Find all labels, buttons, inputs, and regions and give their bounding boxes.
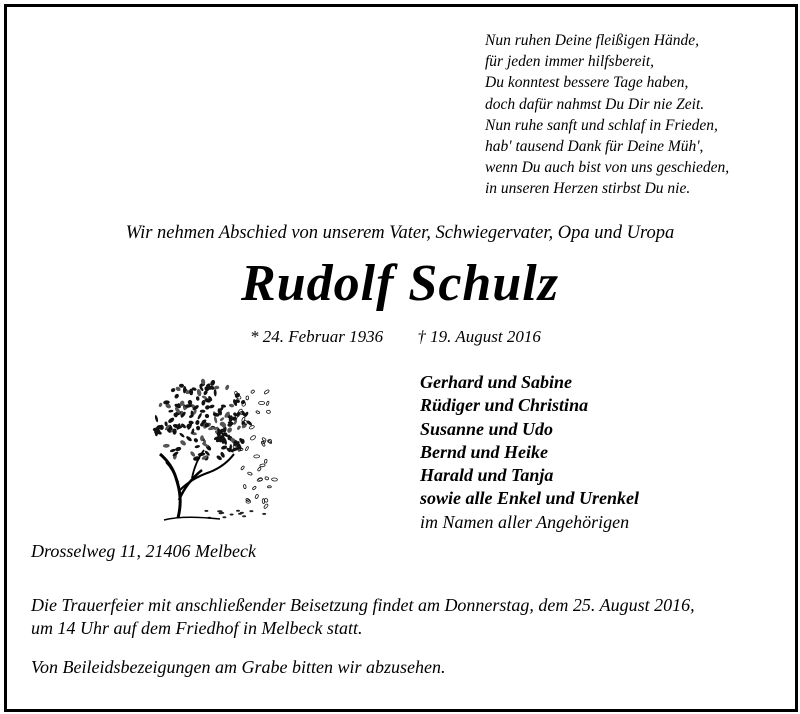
- poem-line: Nun ruhen Deine fleißigen Hände,: [485, 32, 699, 49]
- ceremony-notice: [31, 594, 695, 640]
- poem-line: hab' tausend Dank für Deine Müh',: [485, 138, 704, 156]
- poem-line: wenn Du auch bist von uns geschieden,: [485, 159, 730, 177]
- family-closing: im Namen aller Angehörigen: [420, 511, 630, 532]
- deceased-name: Rudolf Schulz: [241, 255, 559, 312]
- poem-line: in unseren Herzen stirbst Du nie.: [485, 180, 691, 198]
- family-member: Gerhard und Sabine: [420, 372, 573, 392]
- family-member: Susanne und Udo: [420, 418, 554, 439]
- tree-icon: [140, 370, 280, 525]
- life-dates: [250, 327, 541, 347]
- poem-line: doch dafür nahmst Du Dir nie Zeit.: [485, 95, 705, 113]
- poem: [485, 30, 785, 200]
- address: Drosselweg 11, 21406 Melbeck: [31, 541, 256, 561]
- birth-date: * 24. Februar 1936: [250, 327, 384, 346]
- family-member: Rüdiger und Christina: [420, 395, 589, 416]
- family-member: sowie alle Enkel und Urenkel: [420, 488, 640, 509]
- death-date: † 19. August 2016: [417, 327, 541, 346]
- ceremony-line: um 14 Uhr auf dem Friedhof in Melbeck statt.: [31, 618, 363, 638]
- poem-line: für jeden immer hilfsbereit,: [485, 53, 655, 71]
- family-member: Bernd und Heike: [420, 441, 549, 462]
- family-member: Harald und Tanja: [420, 465, 554, 486]
- poem-line: Nun ruhe sanft und schlaf in Frieden,: [485, 116, 718, 134]
- ceremony-line: Die Trauerfeier mit anschließender Beisetzung findet am Donnerstag, dem 25. August 2016,: [31, 595, 695, 615]
- intro-text: Wir nehmen Abschied von unserem Vater, Schwiegervater, Opa und Uropa: [125, 223, 675, 243]
- poem-line: Du konntest bessere Tage haben,: [485, 74, 689, 92]
- family-list: [420, 371, 639, 534]
- closing-note: Von Beileidsbezeigungen am Grabe bitten wir abzusehen.: [31, 657, 446, 677]
